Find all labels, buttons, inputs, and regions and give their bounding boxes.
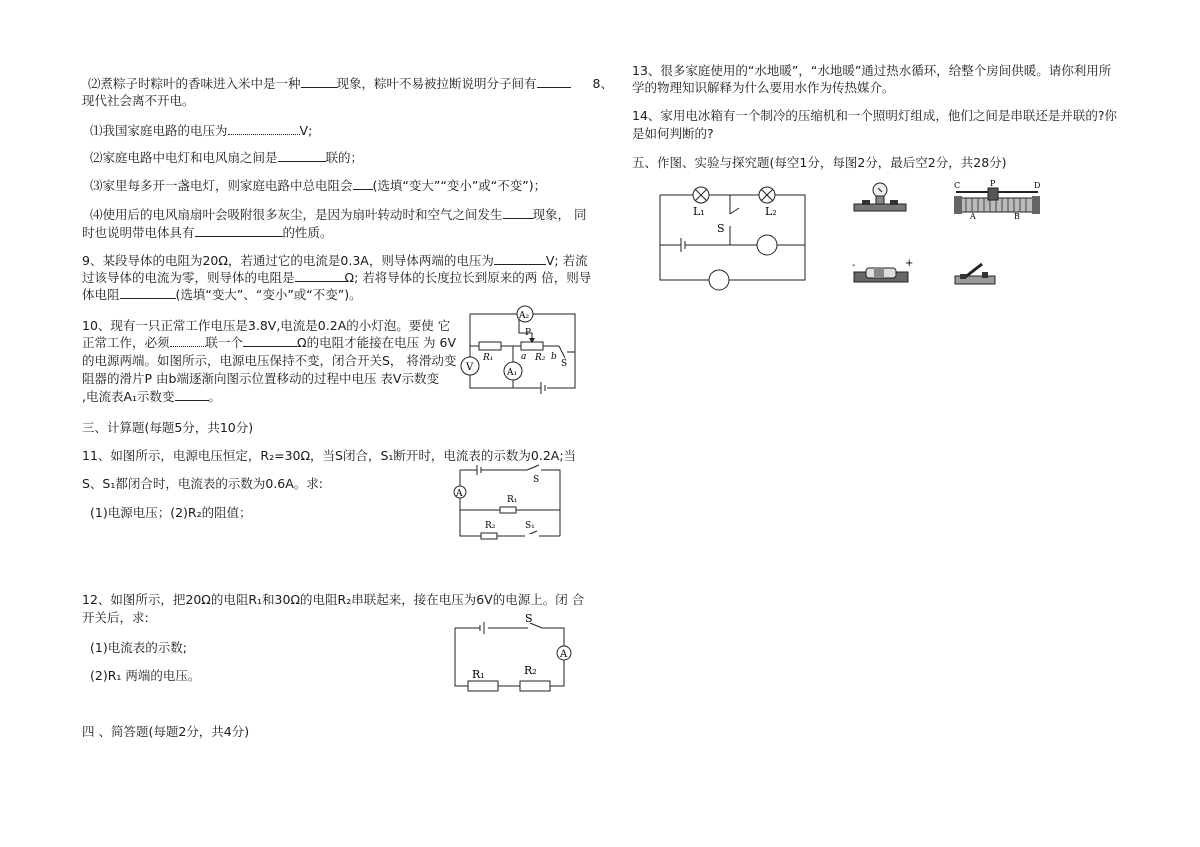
s-label: S <box>717 222 725 235</box>
rheostat-component-icon <box>952 178 1042 220</box>
ammeter-label: A <box>560 649 568 660</box>
d-label: D <box>1034 181 1041 190</box>
q8-sub1: ⑴我国家庭电路的电压为 V; <box>90 123 313 138</box>
s-label: S <box>533 475 540 485</box>
a-point-label: a <box>521 352 527 362</box>
q10-line3: 的电源两端。如图所示，电源电压保持不变，闭合开关S， 将滑动变 <box>82 353 457 368</box>
q11-line3: (1)电源电压；(2)R₂的阻值； <box>90 505 252 520</box>
q9-line2: 过该导体的电流为零，则导体的电阻是 Ω; 若将导体的长度拉长到原来的两 倍，则导 <box>82 270 592 285</box>
r2-label: R₂ <box>535 353 546 363</box>
light-bulb-component-icon <box>852 180 908 214</box>
minus-label: - <box>852 260 856 271</box>
q14-line1: 14、家用电冰箱有一个制冷的压缩机和一个照明灯组成，他们之间是串联还是并联的?你 <box>632 108 1118 123</box>
r1-label: R₁ <box>472 668 485 681</box>
a-label: A <box>970 212 976 221</box>
a1-label: A₁ <box>507 368 518 378</box>
q10-line2: 正常工作，必须 联一个 Ω的电阻才能接在电压 为 6V <box>82 335 457 350</box>
a2-label: A₂ <box>519 311 530 321</box>
section-3-heading: 三、计算题(每题5分，共10分) <box>82 420 254 435</box>
q9-line3: 体电阻 (选填“变大”、“变小”或“不变”)。 <box>82 287 362 302</box>
ammeter-label: A <box>456 489 463 499</box>
q8-sub2: ⑵家庭电路中电灯和电风扇之间是 联的； <box>90 150 364 165</box>
q13-line1: 13、很多家庭使用的“水地暖”，“水地暖”通过热水循环，给整个房间供暖。请你利用所 <box>632 63 1112 78</box>
q8-sub4-cont: 时也说明带电体具有 的性质。 <box>82 225 333 240</box>
s-label: S <box>525 612 533 625</box>
q12-line2: 开关后，求: <box>82 610 149 625</box>
p-label: P <box>525 328 532 338</box>
q12-line3: (1)电流表的示数; <box>90 640 187 655</box>
r2-label: R₂ <box>524 664 537 677</box>
q14-line2: 是如何判断的? <box>632 126 714 141</box>
q8-intro: 现代社会离不开电。 <box>82 93 195 108</box>
q9-line1: 9、某段导体的电阻为20Ω，若通过它的电流是0.3A，则导体两端的电压为 V; 若流 <box>82 253 588 268</box>
q10-line1: 10、现有一只正常工作电压是3.8V,电流是0.2A的小灯泡。要使 它 <box>82 318 451 333</box>
section-4-heading: 四 、简答题(每题2分，共4分) <box>82 724 250 739</box>
p-label: P <box>990 179 996 188</box>
s-label: S <box>561 359 568 369</box>
l2-label: L₂ <box>765 205 777 218</box>
q13-line2: 学的物理知识解释为什么要用水作为传热媒介。 <box>632 80 895 95</box>
l1-label: L₁ <box>693 205 705 218</box>
q8-sub4: ⑷使用后的电风扇扇叶会吸附很多灰尘，是因为扇叶转动时和空气之间发生 现象， 同 <box>90 207 587 222</box>
r2-label: R₂ <box>485 521 496 531</box>
r1-label: R₁ <box>507 495 518 505</box>
q11-circuit-diagram <box>445 462 575 544</box>
q8-sub3: ⑶家里每多开一盏电灯，则家庭电路中总电阻会 (选填“变大”“变小”或“不变”)； <box>90 178 547 193</box>
plus-label: + <box>905 258 914 269</box>
q10-line4: 阻器的滑片P 由b端逐渐向图示位置移动的过程中电压 表V示数变 <box>82 371 439 386</box>
q8-line1: ⑵煮粽子时粽叶的香味进入米中是一种 现象，粽叶不易被拉断说明分子间有 8、 <box>88 76 613 91</box>
battery-component-icon <box>850 258 912 288</box>
q12-circuit-diagram <box>450 612 578 692</box>
v-label: V <box>466 362 474 373</box>
q10-line5: ,电流表A₁示数变 。 <box>82 389 222 404</box>
q12-line4: (2)R₁ 两端的电压。 <box>90 668 201 683</box>
q11-line1: 11、如图所示，电源电压恒定，R₂=30Ω，当S闭合，S₁断开时，电流表的示数为0.2A;当 <box>82 448 577 463</box>
s1-label: S₁ <box>525 521 535 531</box>
section-5-heading: 五、作图、实验与探究题(每空1分，每图2分，最后空2分，共28分) <box>632 155 1007 170</box>
q10-circuit-diagram <box>455 300 580 400</box>
sec5-circuit-diagram <box>655 180 815 295</box>
b-label: B <box>1014 212 1020 221</box>
q12-line1: 12、如图所示，把20Ω的电阻R₁和30Ω的电阻R₂串联起来，接在电压为6V的电源上。闭 合 <box>82 592 585 607</box>
r1-label: R₁ <box>483 353 494 363</box>
c-label: C <box>954 181 961 190</box>
q11-line2: S、S₁都闭合时，电流表的示数为0.6A。求: <box>82 476 324 491</box>
switch-component-icon <box>952 258 998 288</box>
b-point-label: b <box>551 352 557 362</box>
